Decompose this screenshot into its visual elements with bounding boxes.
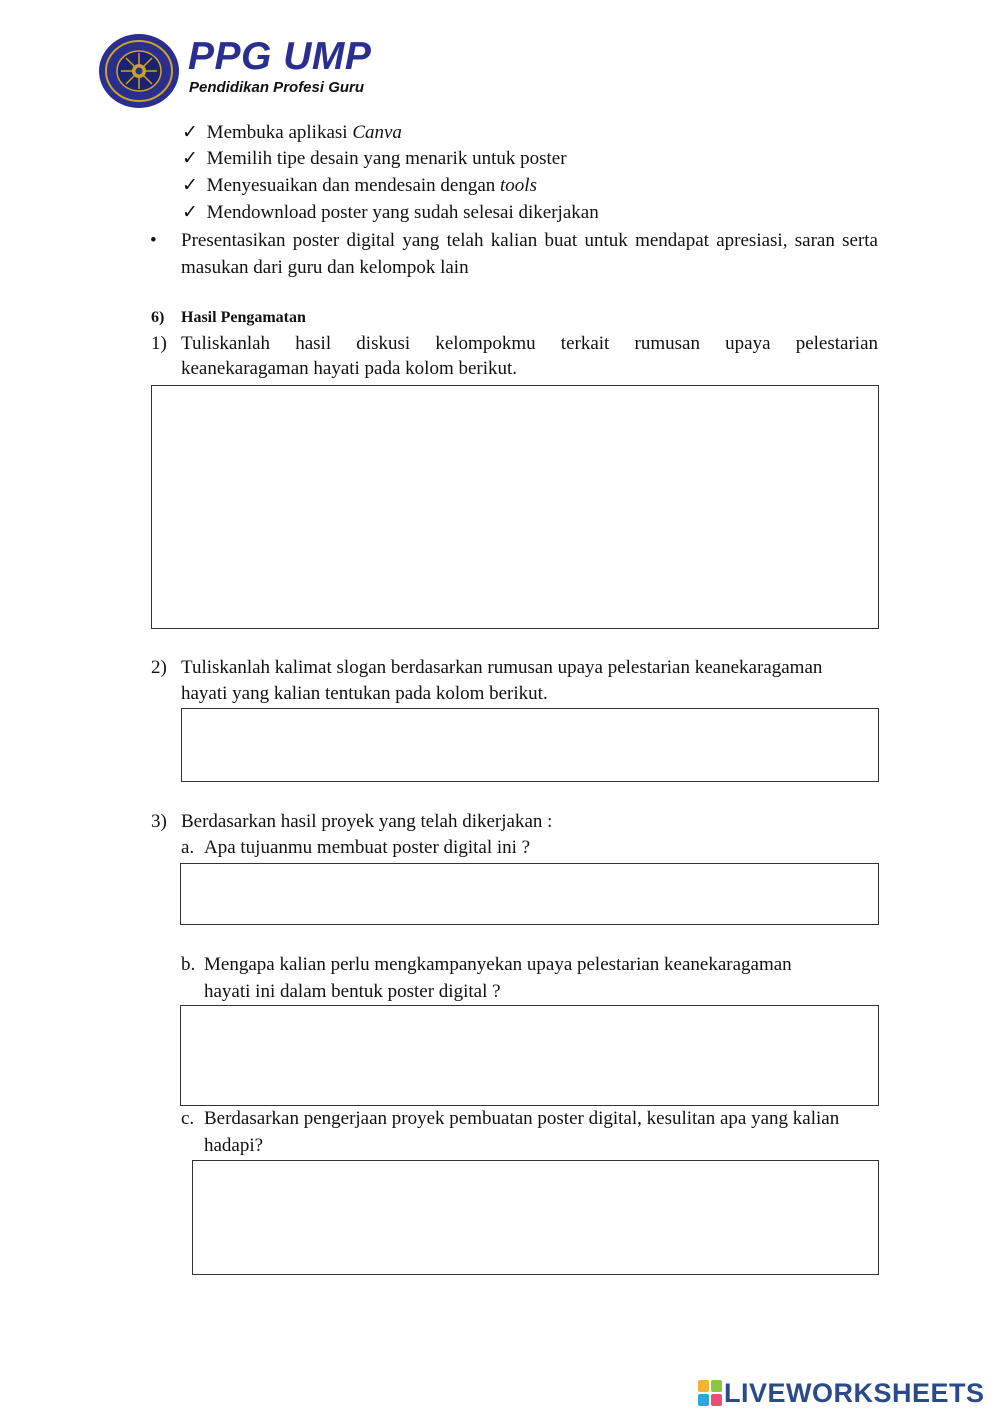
- step-text: Menyesuaikan dan mendesain dengan: [206, 175, 501, 196]
- q3a-text: Apa tujuanmu membuat poster digital ini ?: [204, 837, 531, 858]
- q2-text-line1: Tuliskanlah kalimat slogan berdasarkan rumusan upaya pelestarian keanekaragaman: [181, 657, 823, 678]
- q3b-text-line2: hayati ini dalam bentuk poster digital ?: [204, 981, 501, 1002]
- bullet-text-line2: masukan dari guru dan kelompok lain: [181, 257, 469, 278]
- answer-box-q3c[interactable]: [192, 1160, 879, 1275]
- check-icon: ✓: [182, 148, 198, 169]
- section-title: Hasil Pengamatan: [181, 309, 306, 326]
- logo-title: PPG UMP: [188, 35, 372, 78]
- q2-number: 2): [151, 657, 167, 678]
- answer-box-q3a[interactable]: [180, 863, 879, 925]
- answer-box-q3b[interactable]: [180, 1005, 879, 1106]
- q1-text-line2: keanekaragaman hayati pada kolom berikut.: [181, 358, 518, 379]
- liveworksheets-logo-icon: [698, 1380, 722, 1406]
- check-icon: ✓: [182, 122, 198, 143]
- step-text: Membuka aplikasi: [206, 122, 353, 143]
- check-icon: ✓: [182, 175, 198, 196]
- step-text: Memilih tipe desain yang menarik untuk poster: [206, 148, 567, 169]
- q1-number: 1): [151, 333, 167, 354]
- q2-text-line2: hayati yang kalian tentukan pada kolom berikut.: [181, 683, 548, 704]
- answer-box-q2[interactable]: [181, 708, 879, 782]
- step-item: [182, 146, 567, 172]
- step-text: Mendownload poster yang sudah selesai dikerjakan: [206, 202, 599, 223]
- bullet-text-line1: Presentasikan poster digital yang telah kalian buat untuk mendapat apresiasi, saran serta: [181, 230, 878, 251]
- q3c-label: c.: [181, 1108, 195, 1129]
- check-icon: ✓: [182, 202, 198, 223]
- q3b-text-line1: Mengapa kalian perlu mengkampanyekan upaya pelestarian keanekaragaman: [204, 954, 792, 975]
- step-emphasis: Canva: [352, 122, 402, 143]
- university-seal-icon: [98, 33, 180, 109]
- q3c-text-line2: hadapi?: [204, 1135, 264, 1156]
- q3b-label: b.: [181, 954, 196, 975]
- section-number: 6): [151, 309, 165, 326]
- q3-number: 3): [151, 811, 167, 832]
- bullet-icon: •: [150, 230, 157, 251]
- step-emphasis: tools: [500, 175, 537, 196]
- answer-box-q1[interactable]: [151, 385, 879, 629]
- q3-text: Berdasarkan hasil proyek yang telah dikerjakan :: [181, 811, 553, 832]
- logo-subtitle: Pendidikan Profesi Guru: [189, 79, 365, 96]
- step-item: [182, 200, 599, 226]
- step-item: [182, 173, 537, 199]
- q1-text-line1: Tuliskanlah hasil diskusi kelompokmu terkait rumusan upaya pelestarian: [181, 333, 878, 354]
- q3a-label: a.: [181, 837, 195, 858]
- step-item: [182, 120, 402, 146]
- watermark-text: LIVEWORKSHEETS: [724, 1378, 985, 1408]
- q3c-text-line1: Berdasarkan pengerjaan proyek pembuatan poster digital, kesulitan apa yang kalian: [204, 1108, 840, 1129]
